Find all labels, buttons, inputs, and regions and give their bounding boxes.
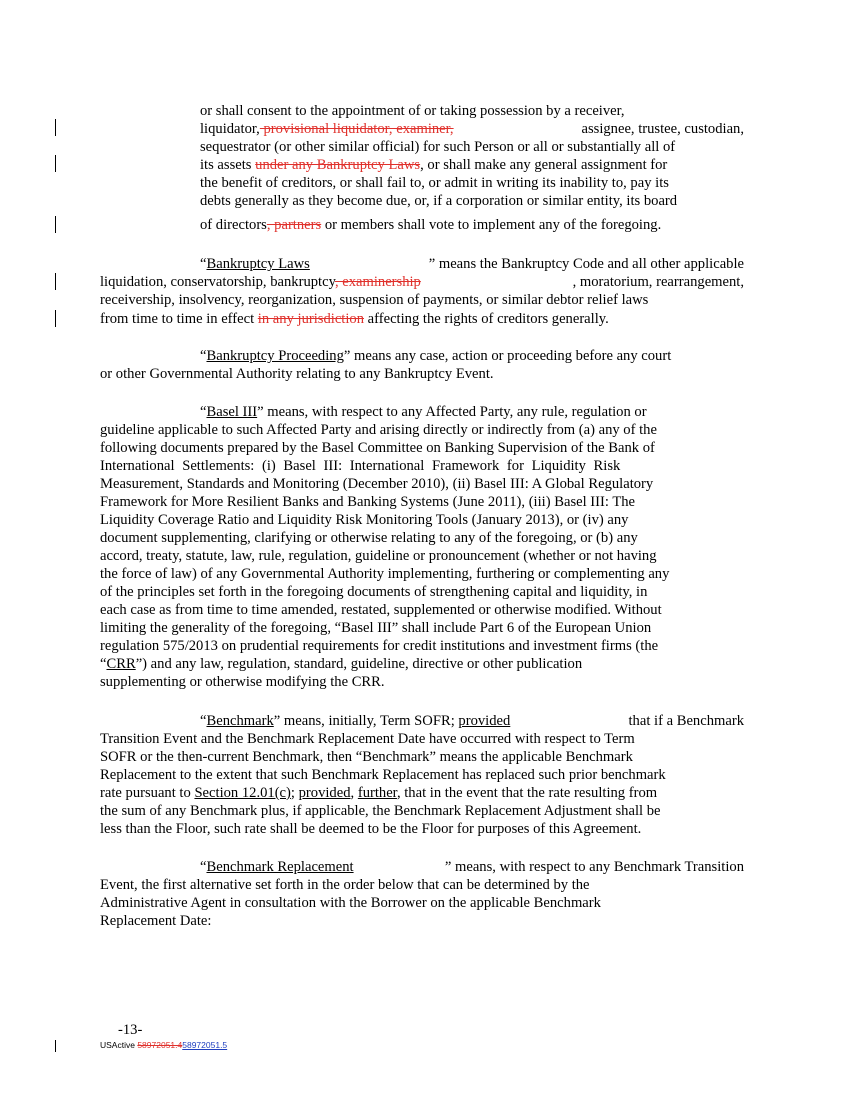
text-line: or shall consent to the appointment of or taking possession by a receiver,: [200, 103, 625, 119]
further-term: further: [357, 785, 397, 801]
deleted-text: , partners: [266, 217, 322, 233]
text-line: receivership, insolvency, reorganization, suspension of payments, or similar debtor relief laws: [100, 292, 649, 308]
text-line: less than the Floor, such rate shall be deemed to be the Floor for purposes of this Agreement.: [100, 821, 642, 837]
text-line: accord, treaty, statute, law, rule, regulation, guideline or pronouncement (whether or not having: [100, 548, 657, 564]
text-line: liquidator, provisional liquidator, examiner, assignee, trustee, custodian,: [200, 121, 744, 137]
change-bar: [55, 273, 56, 290]
text-line: rate pursuant to Section 12.01(c); provided, further, that in the event that the rate resulting from: [100, 785, 658, 801]
text-line: Liquidity Coverage Ratio and Liquidity Risk Monitoring Tools (January 2013), or (iv) any: [100, 512, 629, 528]
text-line: “Bankruptcy Proceeding” means any case, action or proceeding before any court: [200, 348, 672, 364]
deleted-text: in any jurisdiction: [257, 311, 364, 327]
text-line: “CRR”) and any law, regulation, standard, guideline, directive or other publication: [100, 656, 583, 672]
deleted-text: under any Bankruptcy Laws: [255, 157, 421, 173]
provided-term: provided: [298, 785, 351, 801]
old-document-id: 58972051.4: [137, 1040, 183, 1050]
text-line: International Settlements: (i) Basel III: International Framework for Liquidity Risk: [100, 458, 621, 474]
provided-term: provided: [458, 713, 511, 729]
text-line: regulation 575/2013 on prudential requirements for credit institutions and investment firms (the: [100, 638, 659, 654]
text-line: liquidation, conservatorship, bankruptcy, examinership , moratorium, rearrangement,: [100, 274, 744, 290]
text-line: its assets under any Bankruptcy Laws, or shall make any general assignment for: [200, 157, 668, 173]
change-bar: [55, 119, 56, 136]
text-line: guideline applicable to such Affected Party and arising directly or indirectly from (a) any of the: [100, 422, 657, 438]
defined-term: Benchmark: [206, 713, 274, 729]
defined-term: Bankruptcy Laws: [206, 256, 310, 272]
text-line: Event, the first alternative set forth in the order below that can be determined by the: [100, 877, 590, 893]
change-bar: [55, 1040, 56, 1052]
text-line: “Bankruptcy Laws ” means the Bankruptcy Code and all other applicable: [200, 256, 744, 272]
text-line: Administrative Agent in consultation with the Borrower on the applicable Benchmark: [100, 895, 601, 911]
defined-term: Basel III: [206, 404, 258, 420]
document-id: USActive 58972051.458972051.5: [100, 1040, 228, 1050]
text-line: of the principles set forth in the foregoing documents of strengthening capital and liquidity, in: [100, 584, 648, 600]
text-line: Measurement, Standards and Monitoring (December 2010), (ii) Basel III: A Global Regulatory: [100, 476, 654, 492]
text-line: following documents prepared by the Basel Committee on Banking Supervision of the Bank of: [100, 440, 655, 456]
text-line: document supplementing, clarifying or otherwise relating to any of the foregoing, or (b) any: [100, 530, 638, 546]
text-line: of directors, partners or members shall vote to implement any of the foregoing.: [200, 217, 662, 233]
deleted-text: provisional liquidator, examiner,: [259, 121, 454, 137]
text-line: limiting the generality of the foregoing, “Basel III” shall include Part 6 of the European Union: [100, 620, 652, 636]
text-line: from time to time in effect in any jurisdiction affecting the rights of creditors generally.: [100, 311, 609, 327]
defined-term: Benchmark Replacement: [206, 859, 354, 875]
text-line: supplementing or otherwise modifying the CRR.: [100, 674, 385, 690]
text-line: “Benchmark” means, initially, Term SOFR; provided that if a Benchmark: [200, 713, 744, 729]
text-line: Replacement to the extent that such Benchmark Replacement has replaced such prior benchmark: [100, 767, 666, 783]
defined-term: CRR: [106, 656, 136, 672]
text-line: Transition Event and the Benchmark Replacement Date have occurred with respect to Term: [100, 731, 635, 747]
page-number: -13-: [118, 1022, 143, 1038]
text-line: Framework for More Resilient Banks and Banking Systems (June 2011), (iii) Basel III: The: [100, 494, 636, 510]
new-document-id: 58972051.5: [182, 1040, 228, 1050]
change-bar: [55, 216, 56, 233]
defined-term: Bankruptcy Proceeding: [206, 348, 344, 364]
text-line: SOFR or the then-current Benchmark, then “Benchmark” means the applicable Benchmark: [100, 749, 633, 765]
section-reference: Section 12.01(c): [194, 785, 291, 801]
text-line: “Benchmark Replacement ” means, with respect to any Benchmark Transition: [200, 859, 744, 875]
text-line: each case as from time to time amended, restated, supplemented or otherwise modified. Without: [100, 602, 662, 618]
change-bar: [55, 155, 56, 172]
text-line: “Basel III” means, with respect to any Affected Party, any rule, regulation or: [200, 404, 647, 420]
text-line: the sum of any Benchmark plus, if applicable, the Benchmark Replacement Adjustment shall be: [100, 803, 661, 819]
deleted-text: , examinership: [334, 274, 421, 290]
change-bar: [55, 310, 56, 327]
text-line: the force of law) of any Governmental Authority implementing, furthering or complementing any: [100, 566, 670, 582]
text-line: the benefit of creditors, or shall fail to, or admit in writing its inability to, pay its: [200, 175, 669, 191]
text-line: debts generally as they become due, or, if a corporation or similar entity, its board: [200, 193, 678, 209]
text-line: Replacement Date:: [100, 913, 212, 929]
text-line: sequestrator (or other similar official) for such Person or all or substantially all of: [200, 139, 676, 155]
text-line: or other Governmental Authority relating to any Bankruptcy Event.: [100, 366, 494, 382]
